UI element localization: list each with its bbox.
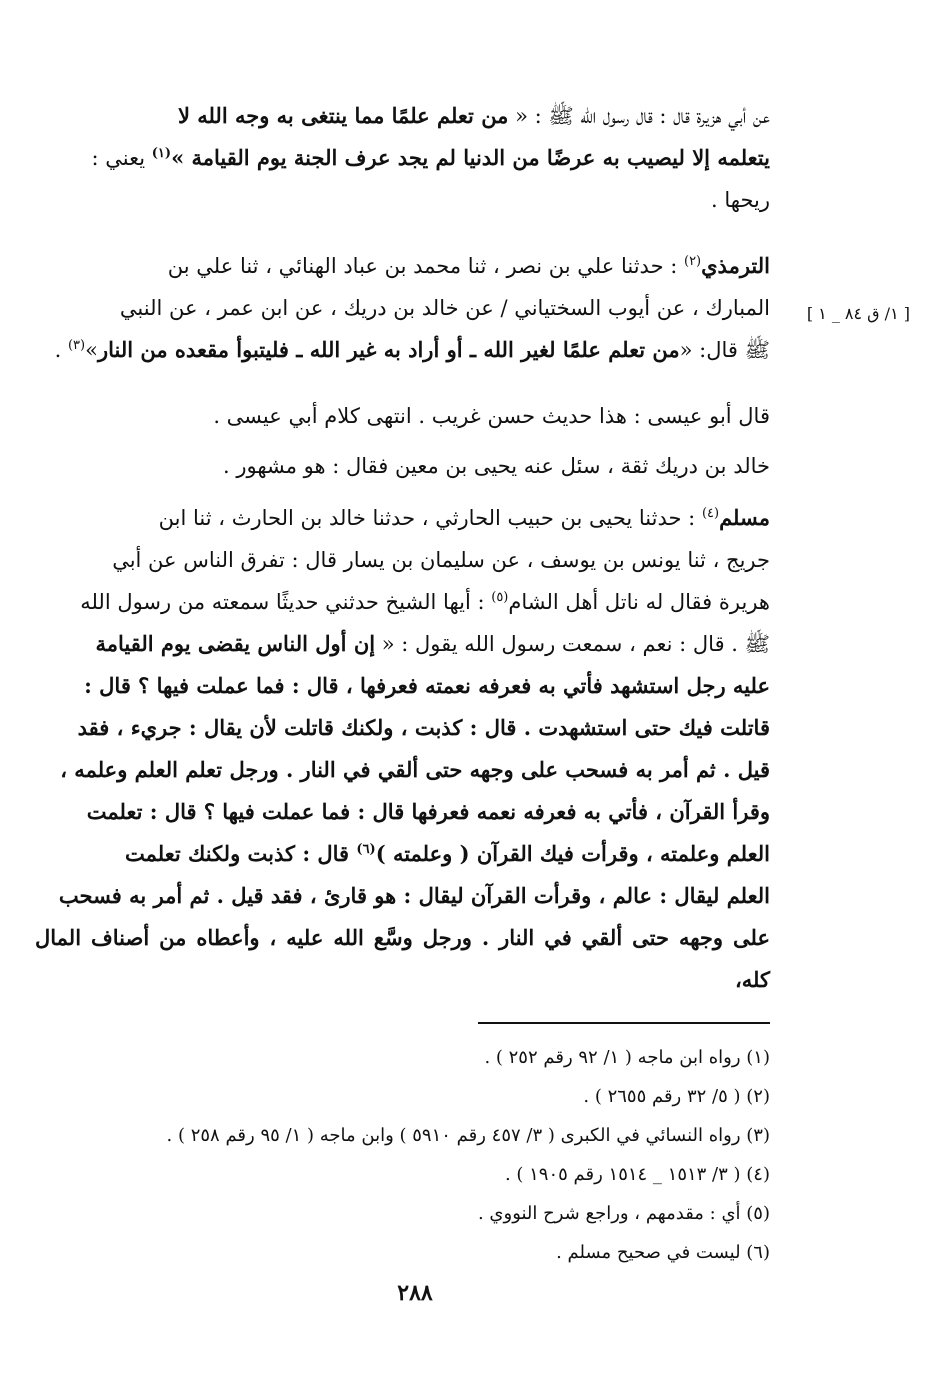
footnote-item: (١) رواه ابن ماجه ( ١/ ٩٢ رقم ٢٥٢ ) . xyxy=(484,1047,770,1068)
text-line: المبارك ، عن أيوب السختياني / عن خالد بن دريك ، عن ابن عمر ، عن النبي xyxy=(119,296,770,320)
footnote-ref: (١) xyxy=(151,146,172,161)
paragraph-tirmidhi xyxy=(35,245,770,371)
text-line: وقرأ القرآن ، فأتي به فعرفه نعمه فعرفها قال : فما عملت فيها ؟ قال : تعلمت xyxy=(86,799,770,824)
text-line: ريحها . xyxy=(711,188,770,212)
footnote-divider xyxy=(478,1022,770,1024)
footnote-ref: (٤) xyxy=(701,506,720,521)
text-line: العلم ليقال : عالم ، وقرأت القرآن ليقال : هو قارئ ، فقد قيل . ثم أمر به فسحب xyxy=(58,883,770,908)
margin-manuscript-reference: [ ١/ ق ٨٤ _ ١ ] xyxy=(806,304,910,323)
footnotes xyxy=(55,1038,770,1272)
text-line: ﷺ قال: «من تعلم علمًا لغير الله ـ أو أراد به غير الله ـ فليتبوأ مقعده من النار»$^{(٣)}$ . xyxy=(54,337,770,362)
footnote-item: (٤) ( ٣/ ١٥١٣ _ ١٥١٤ رقم ١٩٠٥ ) . xyxy=(504,1164,770,1185)
text-line: قيل . ثم أمر به فسحب على وجهه حتى ألقي في النار . ورجل تعلم العلم وعلمه ، xyxy=(60,757,770,782)
text-line: جريج ، ثنا يونس بن يوسف ، عن سليمان بن يسار قال : تفرق الناس عن أبي xyxy=(112,548,770,572)
page-number: ٢٨٨ xyxy=(397,1280,433,1306)
paragraph-khalid-ibn-durayk xyxy=(35,445,770,487)
text-line: قال أبو عيسى : هذا حديث حسن غريب . انتهى كلام أبي عيسى . xyxy=(213,404,770,428)
text-line: خالد بن دريك ثقة ، سئل عنه يحيى بن معين فقال : هو مشهور . xyxy=(222,454,770,478)
footnote-ref: (٢) xyxy=(683,254,702,269)
paragraph-muslim xyxy=(35,497,770,1001)
footnote-ref: (٥) xyxy=(491,590,509,605)
text-line: هريرة فقال له ناتل أهل الشام$^{(٥)}$ : أيها الشيخ حدثني حديثًا سمعته من رسول الله xyxy=(80,590,770,614)
text-line: مسلم$^{(٤)}$ : حدثنا يحيى بن حبيب الحارثي ، حدثنا خالد بن الحارث ، ثنا ابن xyxy=(158,505,770,530)
text-line: عليه رجل استشهد فأتي به فعرفه نعمته فعرفها ، قال : فما عملت فيها ؟ قال : xyxy=(84,673,770,698)
paragraph-hadith-abu-hurayra xyxy=(35,95,770,221)
text-line: العلم وعلمته ، وقرأت فيك القرآن ( وعلمته )$^{(٦)}$ قال : كذبت ولكنك تعلمت xyxy=(125,841,770,866)
text-line: قاتلت فيك حتى استشهدت . قال : كذبت ، ولكنك قاتلت لأن يقال : جريء ، فقد xyxy=(77,715,770,740)
footnote-item: (٢) ( ٥/ ٣٢ رقم ٢٦٥٥ ) . xyxy=(583,1086,770,1107)
footnote-item: (٥) أي : مقدمهم ، وراجع شرح النووي . xyxy=(477,1203,770,1224)
text-line: الترمذي$^{(٢)}$ : حدثنا علي بن نصر ، ثنا محمد بن عباد الهنائي ، ثنا علي بن xyxy=(167,253,770,278)
footnote-ref: (٦) xyxy=(356,842,376,857)
footnote-ref: (٣) xyxy=(67,338,86,353)
footnote-item: (٣) رواه النسائي في الكبرى ( ٣/ ٤٥٧ رقم ٥٩١٠ ) وابن ماجه ( ١/ ٩٥ رقم ٢٥٨ ) . xyxy=(166,1125,770,1146)
text-line: عن أبي هزيرة قال : قال رسول الله ﷺ : « من تعلم علمًا مما ينتغى به وجه الله لا xyxy=(177,103,770,128)
footnote-item: (٦) ليست في صحيح مسلم . xyxy=(556,1242,770,1263)
text-line: ﷺ . قال : نعم ، سمعت رسول الله يقول : « إن أول الناس يقضى يوم القيامة xyxy=(95,631,770,656)
paragraph-abu-isa xyxy=(35,395,770,437)
text-line: على وجهه حتى ألقي في النار . ورجل وسَّع الله عليه ، وأعطاه من أصناف المال كله، xyxy=(35,925,770,992)
text-line: يتعلمه إلا ليصيب به عرضًا من الدنيا لم يجد عرف الجنة يوم القيامة »$^{(١)}$ يعني : xyxy=(91,145,770,170)
